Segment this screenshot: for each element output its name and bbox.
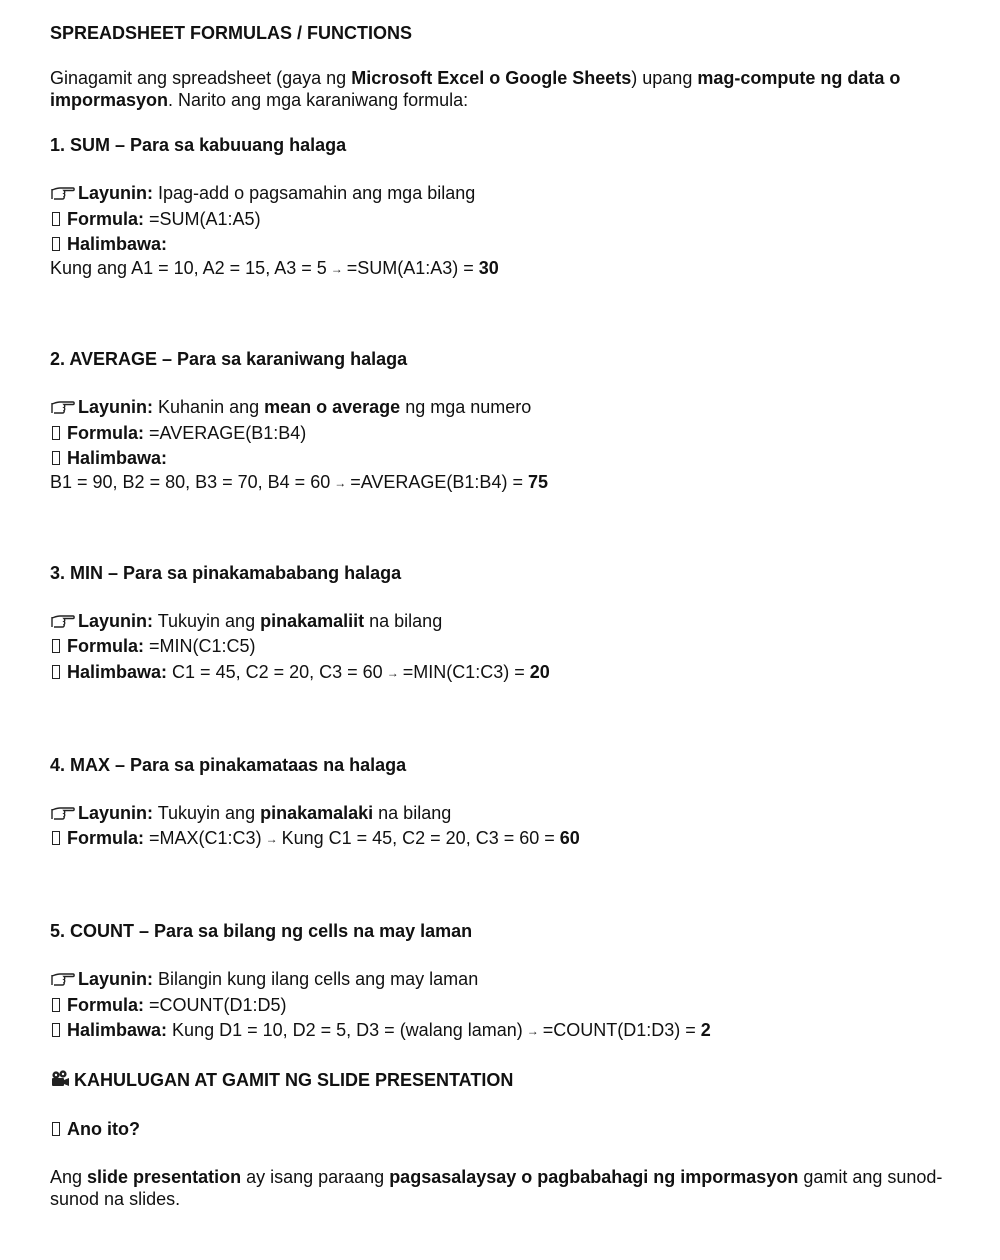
missing-glyph-icon [52,1023,60,1037]
section-heading-average: 2. AVERAGE – Para sa karaniwang halaga [50,349,408,369]
formula-line: Formula: =AVERAGE(B1:B4) [50,422,306,444]
slide-subheading: Ano ito? [50,1118,140,1140]
intro-text: . Narito ang mga karaniwang formula: [168,90,469,110]
missing-glyph-icon [52,1122,60,1136]
intro-paragraph [50,67,945,111]
intro-bold: Microsoft Excel o Google Sheets [351,68,632,88]
missing-glyph-icon [52,237,60,251]
missing-glyph-icon [52,998,60,1012]
formula-line: Formula: =MIN(C1:C5) [50,635,256,657]
arrow-right-icon: → [386,666,399,680]
halimbawa-line: Halimbawa: C1 = 45, C2 = 20, C3 = 60 → =MIN(C1:C3) = 20 [50,661,550,684]
intro-bold: mag-compute ng data o impormasyon [50,68,901,110]
formula-line: Formula: =SUM(A1:A5) [50,208,261,230]
missing-glyph-icon [52,212,60,226]
layunin-line: Layunin: Tukuyin ang pinakamaliit na bilang [50,610,442,632]
intro-text: ) upang [631,68,698,88]
layunin-line: Layunin: Ipag-add o pagsamahin ang mga bilang [50,182,475,204]
missing-glyph-icon [52,451,60,465]
result-value: 75 [527,472,548,492]
arrow-right-icon: → [265,832,278,846]
section-heading-min: 3. MIN – Para sa pinakamababang halaga [50,563,402,583]
arrow-right-icon: → [334,476,347,490]
missing-glyph-icon [52,831,60,845]
pointing-hand-icon [50,805,76,821]
document-title: SPREADSHEET FORMULAS / FUNCTIONS [50,23,413,43]
layunin-line: Layunin: Bilangin kung ilang cells ang may laman [50,968,478,990]
section-heading-count: 5. COUNT – Para sa bilang ng cells na may laman [50,921,473,941]
halimbawa-line: Halimbawa: Kung D1 = 10, D2 = 5, D3 = (walang laman) → =COUNT(D1:D3) = 2 [50,1019,711,1042]
example-line: Kung ang A1 = 10, A2 = 15, A3 = 5 → =SUM(A1:A3) = 30 [50,258,499,278]
slide-paragraph: Ang slide presentation ay isang paraang pagsasalaysay o pagbabahagi ng impormasyon gamit ang sunod-sunod na slides. [50,1167,943,1209]
result-value: 20 [529,662,550,682]
result-value: 60 [559,828,580,848]
result-value: 30 [478,258,499,278]
pointing-hand-icon [50,971,76,987]
missing-glyph-icon [52,665,60,679]
layunin-line: Layunin: Kuhanin ang mean o average ng mga numero [50,396,531,418]
arrow-right-icon: → [526,1024,539,1038]
arrow-right-icon: → [330,262,343,276]
movie-camera-icon [50,1070,70,1088]
missing-glyph-icon [52,639,60,653]
formula-line: Formula: =COUNT(D1:D5) [50,994,287,1016]
halimbawa-line: Halimbawa: [50,233,167,255]
slide-section-heading: KAHULUGAN AT GAMIT NG SLIDE PRESENTATION [50,1069,513,1091]
layunin-line: Layunin: Tukuyin ang pinakamalaki na bilang [50,802,451,824]
pointing-hand-icon [50,613,76,629]
section-heading-sum: 1. SUM – Para sa kabuuang halaga [50,135,347,155]
formula-line: Formula: =MAX(C1:C3) → Kung C1 = 45, C2 = 20, C3 = 60 = 60 [50,827,580,850]
missing-glyph-icon [52,426,60,440]
result-value: 2 [700,1020,711,1040]
pointing-hand-icon [50,185,76,201]
halimbawa-line: Halimbawa: [50,447,167,469]
pointing-hand-icon [50,399,76,415]
intro-text: Ginagamit ang spreadsheet (gaya ng [50,68,352,88]
section-heading-max: 4. MAX – Para sa pinakamataas na halaga [50,755,407,775]
example-line: B1 = 90, B2 = 80, B3 = 70, B4 = 60 → =AVERAGE(B1:B4) = 75 [50,472,548,492]
